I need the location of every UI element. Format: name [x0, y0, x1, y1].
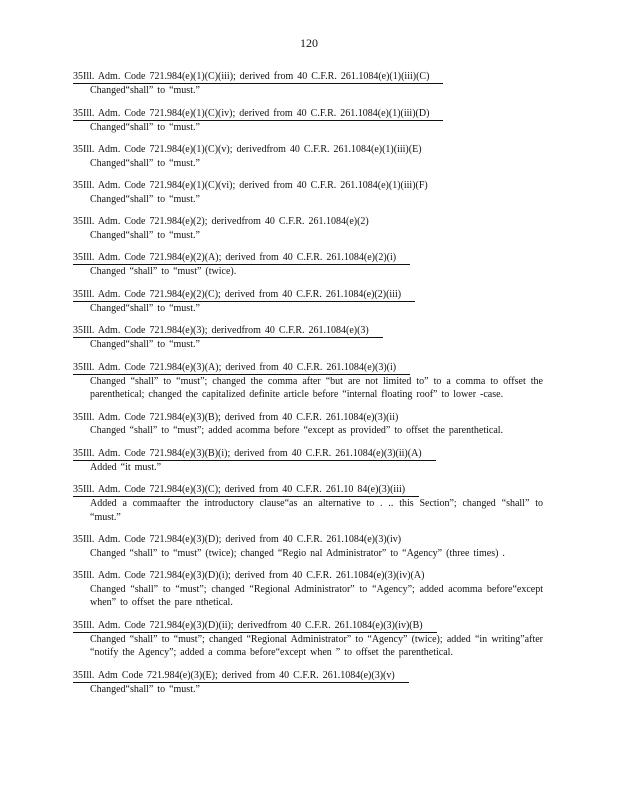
amendment-note: Changed“shall” to “must.” — [90, 683, 200, 695]
amendment-note: Changed“shall” to “must.” — [90, 193, 200, 205]
source-citation: 35Ill. Adm. Code 721.984(e)(1)(C)(iv); derived from 40 C.F.R. 261.1084(e)(1)(iii)(D) — [73, 108, 443, 121]
source-note-entry — [73, 361, 543, 402]
source-citation: 35Ill. Adm. Code 721.984(e)(3)(D)(ii); derivedfrom 40 C.F.R. 261.1084(e)(3)(iv)(B) — [73, 620, 437, 633]
source-note-entry — [73, 619, 543, 660]
amendment-note: Changed “shall” to “must”; changed “Regional Administrator” to “Agency”; added acomma before“except when” to offset the pare nthetical. — [90, 583, 543, 608]
amendment-note: Changed“shall” to “must.” — [90, 121, 200, 133]
source-notes-list — [73, 70, 543, 705]
source-note-entry — [73, 447, 543, 475]
source-note-entry — [73, 483, 543, 524]
source-citation: 35Ill. Adm. Code 721.984(e)(3)(B); derived from 40 C.F.R. 261.1084(e)(3)(ii) — [73, 411, 399, 423]
source-note-entry — [73, 533, 543, 560]
amendment-note: Changed“shall” to “must.” — [90, 339, 200, 350]
source-note-entry — [73, 215, 543, 242]
amendment-note: Changed “shall” to “must” (twice). — [90, 266, 237, 277]
source-note-entry — [73, 569, 543, 610]
amendment-note: Changed “shall” to “must”; added acomma before “except as provided” to offset the parenthetical. — [90, 425, 504, 436]
source-citation: 35Ill. Adm. Code 721.984(e)(3)(D)(i); derived from 40 C.F.R. 261.1084(e)(3)(iv)(A) — [73, 570, 425, 581]
source-note-entry — [73, 143, 543, 170]
source-citation: 35Ill. Adm. Code 721.984(e)(3)(B)(i); derived from 40 C.F.R. 261.1084(e)(3)(ii)(A) — [73, 448, 436, 461]
source-citation: 35Ill. Adm. Code 721.984(e)(1)(C)(vi); derived from 40 C.F.R. 261.1084(e)(1)(iii)(F) — [73, 180, 428, 191]
source-citation: 35Ill. Adm. Code 721.984(e)(2)(A); derived from 40 C.F.R. 261.1084(e)(2)(i) — [73, 252, 410, 265]
source-citation: 35Ill. Adm. Code 721.984(e)(3)(C); derived from 40 C.F.R. 261.10 84(e)(3)(iii) — [73, 484, 419, 497]
source-citation: 35Ill. Adm. Code 721.984(e)(3)(A); derived from 40 C.F.R. 261.1084(e)(3)(i) — [73, 362, 410, 375]
page-number: 120 — [300, 36, 318, 50]
source-note-entry — [73, 324, 543, 352]
source-citation: 35Ill. Adm. Code 721.984(e)(3); derivedfrom 40 C.F.R. 261.1084(e)(3) — [73, 325, 383, 338]
amendment-note: Changed“shall” to “must.” — [90, 157, 200, 169]
source-note-entry — [73, 107, 543, 135]
source-citation: 35Ill. Adm. Code 721.984(e)(2)(C); derived from 40 C.F.R. 261.1084(e)(2)(iii) — [73, 289, 415, 302]
source-citation: 35Ill. Adm Code 721.984(e)(3)(E); derived from 40 C.F.R. 261.1084(e)(3)(v) — [73, 670, 409, 683]
source-citation: 35Ill. Adm. Code 721.984(e)(1)(C)(iii); derived from 40 C.F.R. 261.1084(e)(1)(iii)(C) — [73, 71, 443, 84]
source-note-entry — [73, 179, 543, 206]
amendment-note: Changed “shall” to “must”; changed “Regional Administrator” to “Agency” (twice); added “in writing”after “notify the Agency”; added a comma before“except when ” to offset the parenthetical. — [90, 633, 543, 658]
source-note-entry — [73, 70, 543, 98]
source-citation: 35Ill. Adm. Code 721.984(e)(2); derivedfrom 40 C.F.R. 261.1084(e)(2) — [73, 216, 369, 227]
source-citation: 35Ill. Adm. Code 721.984(e)(1)(C)(v); derivedfrom 40 C.F.R. 261.1084(e)(1)(iii)(E) — [73, 144, 422, 155]
amendment-note: Added a commaafter the introductory clause“as an alternative to . .. this Section”; changed “shall” to “must.” — [90, 498, 543, 523]
amendment-note: Added “it must.” — [90, 461, 162, 473]
source-note-entry — [73, 411, 543, 438]
source-note-entry — [73, 251, 543, 279]
amendment-note: Changed“shall” to “must.” — [90, 229, 200, 241]
amendment-note: Changed“shall” to “must.” — [90, 85, 200, 96]
source-note-entry — [73, 288, 543, 316]
amendment-note: Changed“shall” to “must.” — [90, 302, 200, 314]
source-citation: 35Ill. Adm. Code 721.984(e)(3)(D); derived from 40 C.F.R. 261.1084(e)(3)(iv) — [73, 534, 402, 545]
source-note-entry — [73, 669, 543, 697]
amendment-note: Changed “shall” to “must” (twice); changed “Regio nal Administrator” to “Agency” (three times) . — [90, 547, 505, 559]
amendment-note: Changed “shall” to “must”; changed the comma after “but are not limited to” to a comma to offset the parenthetical; changed the capitalized definite article before “internal floating roof” to lower -case. — [90, 375, 543, 400]
